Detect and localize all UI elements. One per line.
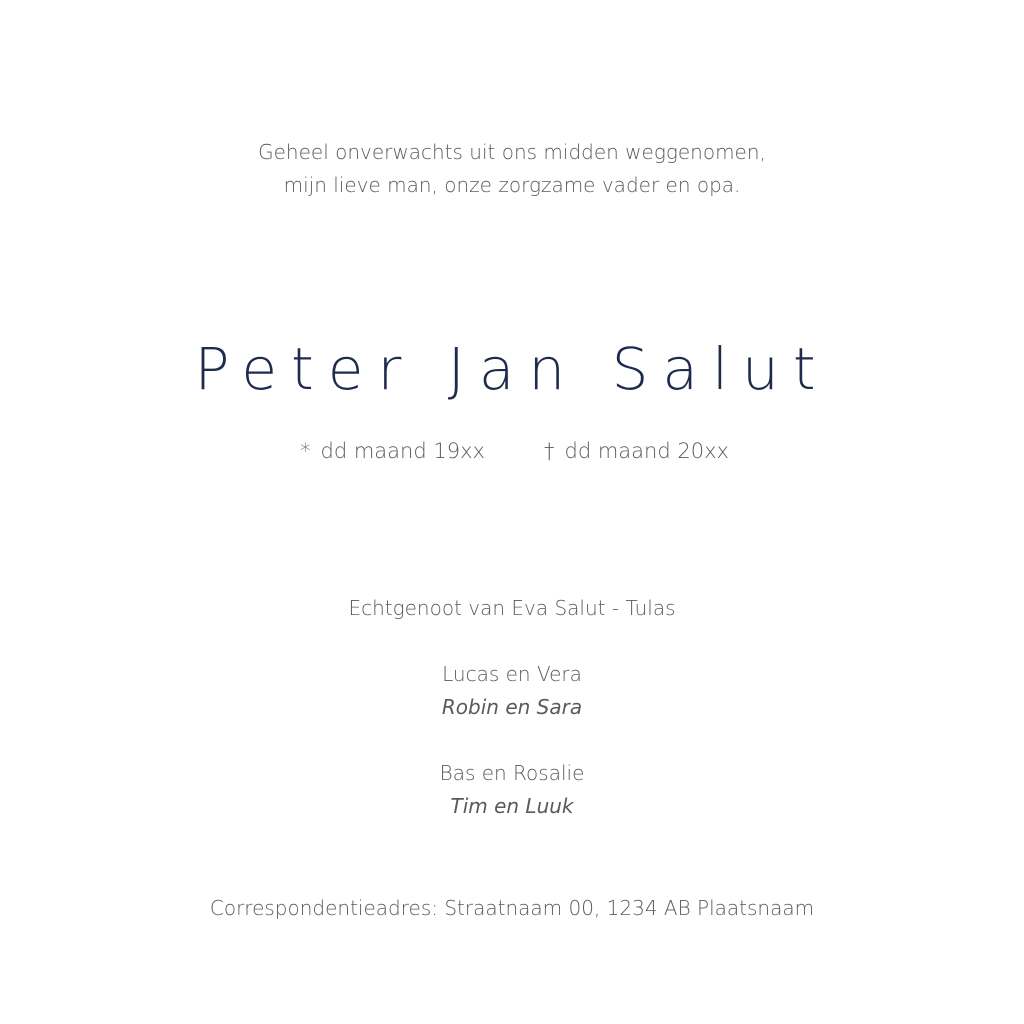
birth-symbol: *	[300, 439, 311, 463]
child-line-2: Bas en Rosalie	[439, 761, 585, 785]
spouse-line: Echtgenoot van Eva Salut - Tulas	[348, 596, 676, 620]
life-dates	[0, 441, 1024, 467]
deceased-name: Peter Jan Salut	[194, 335, 830, 403]
death-date-text: dd maand 20xx	[564, 439, 729, 463]
child-line-1: Lucas en Vera	[442, 662, 582, 686]
intro-line-1: Geheel onverwachts uit ons midden weggenomen,	[258, 140, 766, 164]
birth-date-text: dd maand 19xx	[320, 439, 485, 463]
birth-date	[300, 441, 485, 462]
correspondence-address: Correspondentieadres: Straatnaam 00, 1234 AB Plaatsnaam	[209, 896, 815, 920]
death-date	[544, 441, 729, 462]
grandchildren-line-2: Tim en Luuk	[450, 794, 574, 818]
grandchildren-line-1: Robin en Sara	[441, 695, 583, 719]
intro-line-2: mijn lieve man, onze zorgzame vader en opa.	[283, 173, 741, 197]
death-symbol: †	[544, 439, 555, 463]
